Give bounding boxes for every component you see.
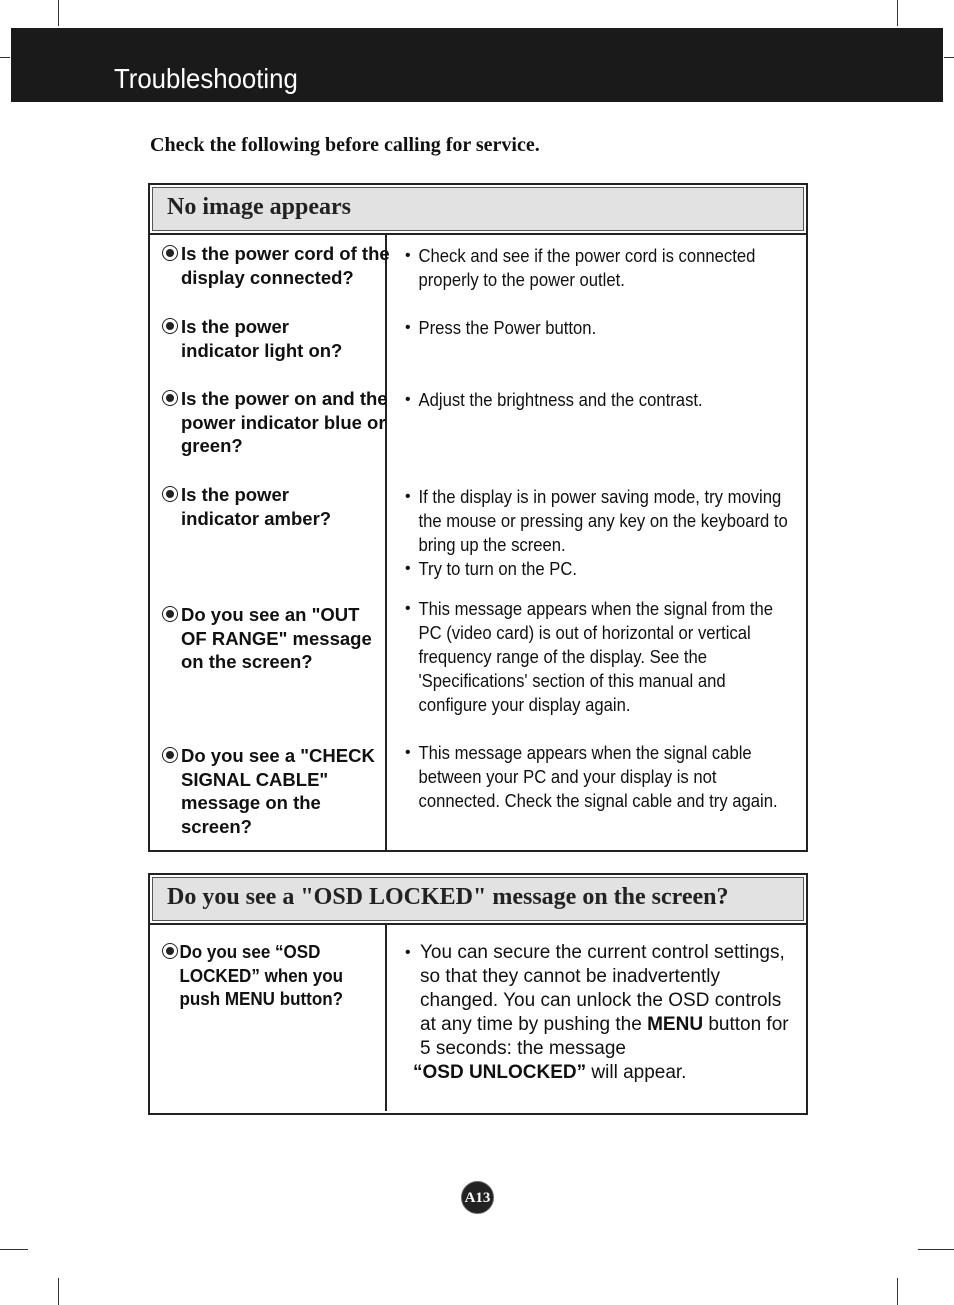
bullet-icon: • <box>405 744 411 761</box>
answer-text: will appear. <box>586 1062 687 1083</box>
question-item: Is the power cord of the display connected? <box>162 242 390 289</box>
bullet-icon: • <box>405 319 411 336</box>
osd-locked-section <box>148 873 808 1115</box>
question-item: Is the power on and the power indicator blue or green? <box>162 387 390 458</box>
question-item: Do you see a "CHECK SIGNAL CABLE" message on the screen? <box>162 744 390 838</box>
circle-bullet-icon <box>162 486 178 502</box>
answer-item <box>405 941 795 1085</box>
section-heading-bar <box>150 185 806 235</box>
answer-item: • Press the Power button. <box>405 317 597 338</box>
section-heading-bar <box>150 875 806 925</box>
crop-mark <box>897 0 898 26</box>
answer-text: You can secure the current control settings, so that they cannot be inadvertently changed. You can unlock the OSD controls at any time by pushing the <box>420 942 785 1035</box>
answer-item: • This message appears when the signal cable between your PC and your display is not connected. Check the signal cable and try again. <box>405 742 778 811</box>
answer-item: • Adjust the brightness and the contrast. <box>405 389 703 410</box>
crop-mark <box>944 57 954 58</box>
bullet-icon: • <box>405 488 411 505</box>
answer-item: • Try to turn on the PC. <box>405 558 578 579</box>
osd-unlocked-keyword: “OSD UNLOCKED” <box>413 1062 587 1083</box>
answer-item: • This message appears when the signal from the PC (video card) is out of horizontal or vertical frequency range of the display. See the 'Specifications' section of this manual and configure your display again. <box>405 598 773 715</box>
question-item: Do you see “OSD LOCKED” when you push MENU button? <box>162 940 390 1011</box>
crop-mark <box>918 1249 954 1250</box>
section-heading: No image appears <box>167 194 351 220</box>
answer-item: • If the display is in power saving mode, try moving the mouse or pressing any key on the keyboard to bring up the screen. <box>405 486 788 555</box>
circle-bullet-icon <box>162 747 178 763</box>
answer-text: button for 5 seconds: the message <box>420 1014 789 1059</box>
page-title: Troubleshooting <box>114 63 298 94</box>
bullet-icon: • <box>405 247 411 264</box>
no-image-section <box>148 183 808 852</box>
page-number-badge: A13 <box>461 1181 494 1214</box>
circle-bullet-icon <box>162 390 178 406</box>
crop-mark <box>0 57 10 58</box>
menu-keyword: MENU <box>647 1014 704 1035</box>
crop-mark <box>897 1278 898 1305</box>
bullet-icon: • <box>405 560 411 577</box>
crop-mark <box>58 0 59 26</box>
bullet-icon: • <box>405 944 411 961</box>
intro-text: Check the following before calling for service. <box>150 134 540 156</box>
circle-bullet-icon <box>162 318 178 334</box>
bullet-icon: • <box>405 391 411 408</box>
bullet-icon: • <box>405 600 411 617</box>
circle-bullet-icon <box>162 245 178 261</box>
circle-bullet-icon <box>162 606 178 622</box>
question-item: Is the power indicator amber? <box>162 483 390 530</box>
crop-mark <box>0 1249 28 1250</box>
section-heading: Do you see a "OSD LOCKED" message on the screen? <box>167 884 729 910</box>
crop-mark <box>58 1278 59 1305</box>
answer-item: • Check and see if the power cord is connected properly to the power outlet. <box>405 245 756 290</box>
question-item: Do you see an "OUT OF RANGE" message on the screen? <box>162 603 390 674</box>
question-item: Is the power indicator light on? <box>162 315 390 362</box>
